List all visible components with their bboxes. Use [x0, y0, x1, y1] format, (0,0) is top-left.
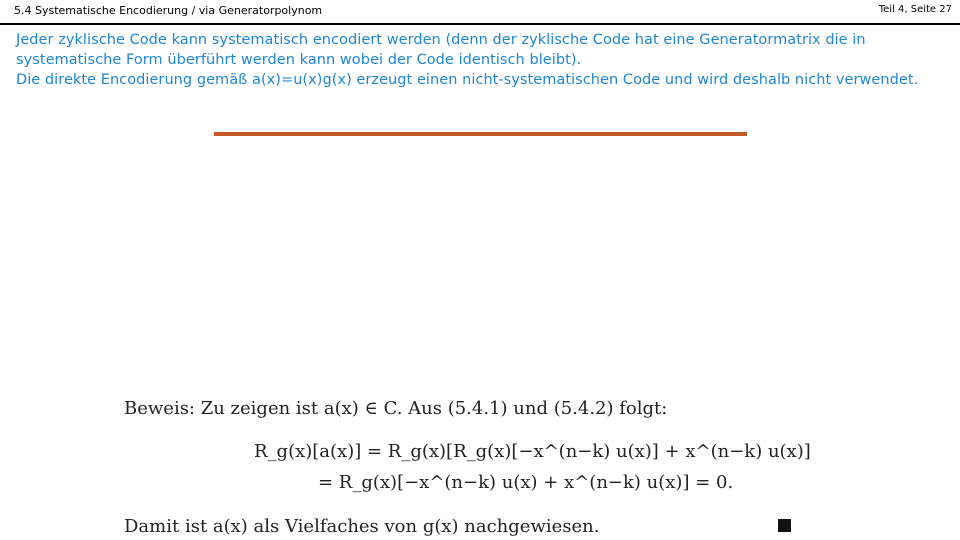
- divider-rule: [214, 132, 747, 136]
- equation-line-1: R_g(x)[a(x)] = R_g(x)[R_g(x)[−x^(n−k) u(x)] + x^(n−k) u(x)]: [254, 441, 811, 462]
- intro-line-2: systematische Form überführt werden kann wobei der Code identisch bleibt).: [16, 52, 582, 68]
- proof-start-line: Beweis: Zu zeigen ist a(x) ∈ C. Aus (5.4.1) und (5.4.2) folgt:: [124, 398, 668, 419]
- page-indicator: Teil 4, Seite 27: [878, 4, 952, 15]
- slide-header: [0, 0, 960, 25]
- proof-end-line: Damit ist a(x) als Vielfaches von g(x) nachgewiesen.: [124, 516, 600, 537]
- intro-line-3: Die direkte Encodierung gemäß a(x)=u(x)g(x) erzeugt einen nicht-systematischen Code und wird deshalb nicht verwendet.: [16, 72, 919, 88]
- intro-text: [16, 30, 946, 90]
- section-title: 5.4 Systematische Encodierung / via Generatorpolynom: [14, 4, 323, 17]
- equation-line-2: = R_g(x)[−x^(n−k) u(x) + x^(n−k) u(x)] = 0.: [318, 472, 734, 493]
- intro-line-1: Jeder zyklische Code kann systematisch encodiert werden (denn der zyklische Code hat eine Generatormatrix die in: [16, 32, 866, 48]
- qed-icon: [778, 519, 791, 532]
